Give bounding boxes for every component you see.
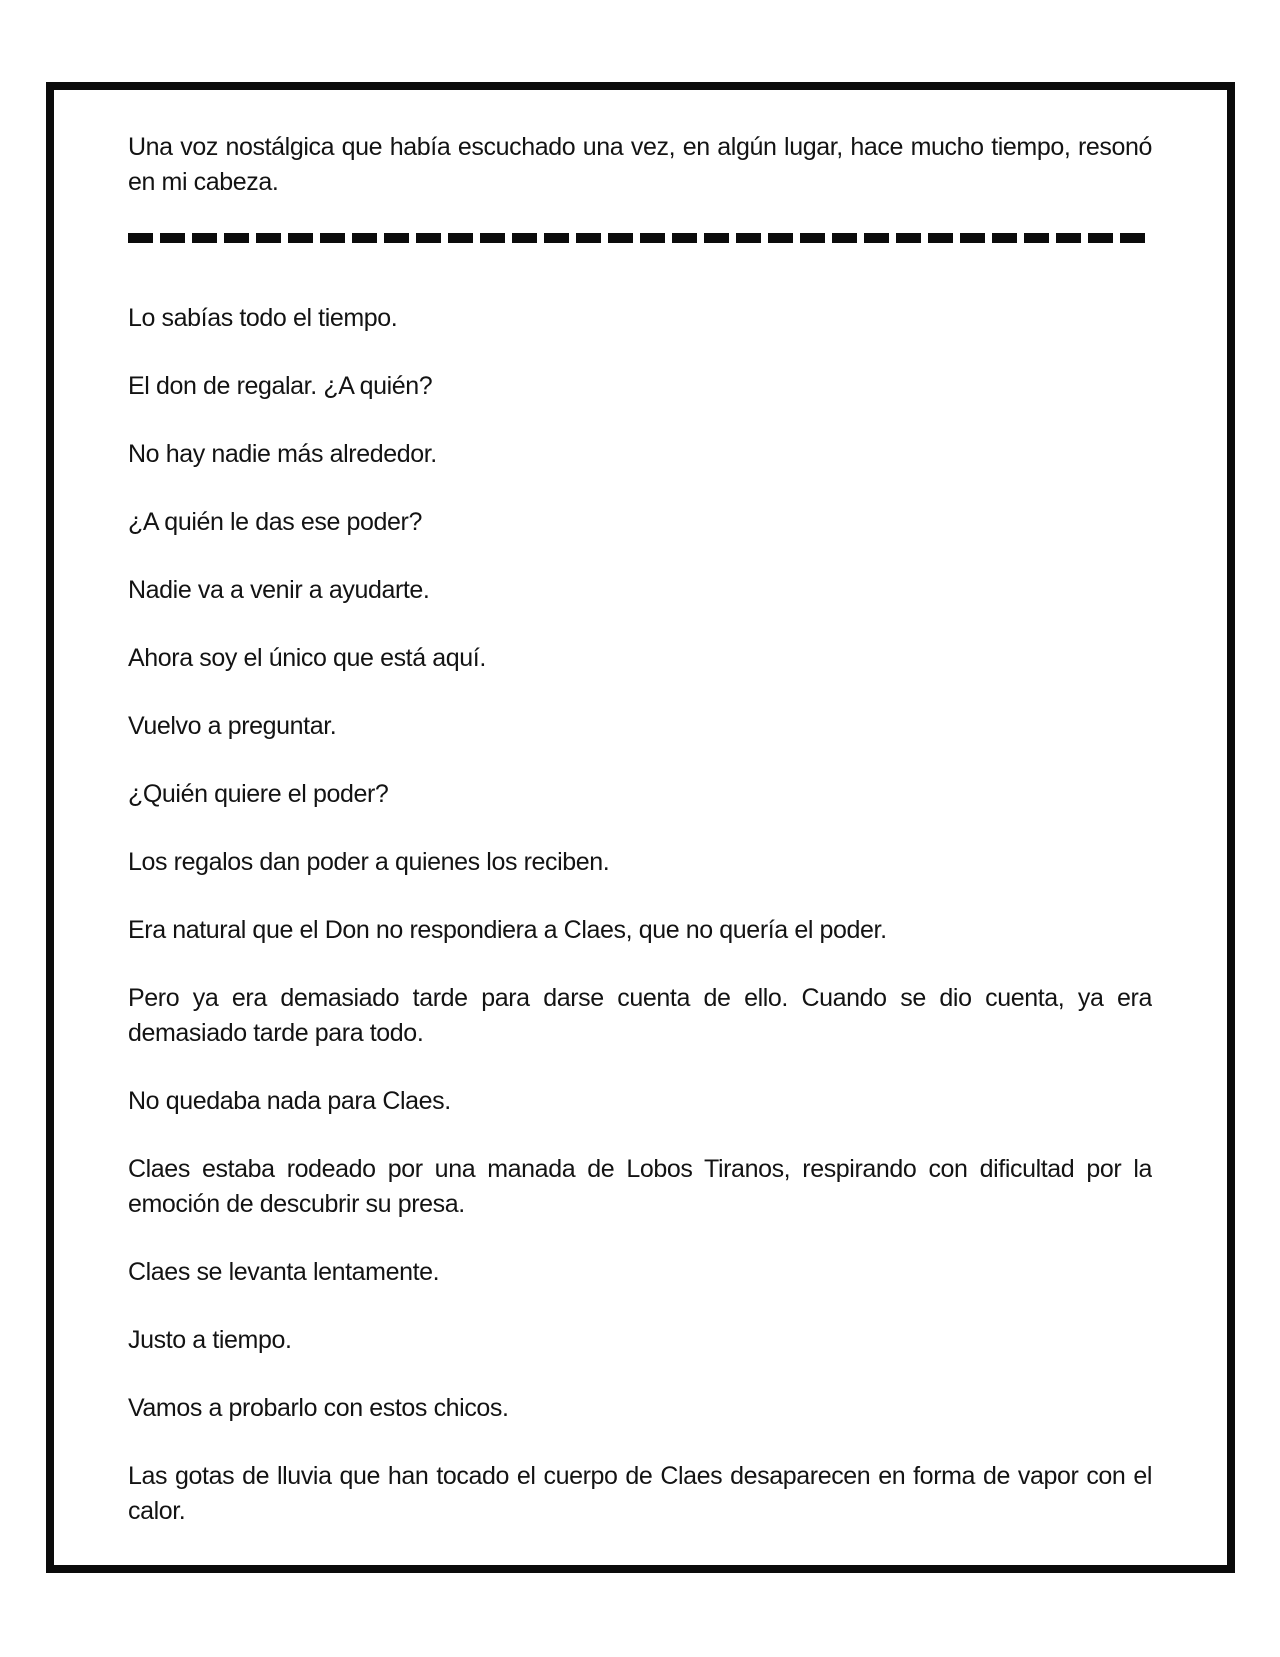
text-line: Vamos a probarlo con estos chicos. [128, 1394, 509, 1422]
paragraph [128, 913, 1152, 948]
paragraph [128, 981, 1152, 1051]
text-line: Vuelvo a preguntar. [128, 712, 337, 740]
paragraph [128, 573, 1152, 608]
paragraph [128, 1152, 1152, 1222]
text-line: Nadie va a venir a ayudarte. [128, 576, 430, 604]
paragraph [128, 1084, 1152, 1119]
paragraph [128, 641, 1152, 676]
text-line: calor. [128, 1497, 186, 1525]
text-line: Lo sabías todo el tiempo. [128, 304, 398, 332]
document-body [54, 90, 1227, 1565]
text-line: ¿A quién le das ese poder? [128, 508, 422, 536]
paragraph [128, 1255, 1152, 1290]
paragraph [128, 369, 1152, 404]
paragraph [128, 505, 1152, 540]
text-line: Una voz nostálgica que había escuchado una vez, en algún lugar, hace mucho tiempo, resonó [128, 133, 1152, 161]
text-line: Los regalos dan poder a quienes los reciben. [128, 848, 610, 876]
text-line: ¿Quién quiere el poder? [128, 780, 389, 808]
text-line: El don de regalar. ¿A quién? [128, 372, 433, 400]
text-line: No hay nadie más alrededor. [128, 440, 437, 468]
text-line: Claes estaba rodeado por una manada de Lobos Tiranos, respirando con dificultad por la [128, 1155, 1152, 1183]
paragraph [128, 1323, 1152, 1358]
paragraph [128, 1391, 1152, 1426]
page-border-frame [46, 82, 1235, 1573]
separator-dashed-line [128, 233, 1152, 243]
text-line: Era natural que el Don no respondiera a Claes, que no quería el poder. [128, 916, 887, 944]
paragraph [128, 845, 1152, 880]
paragraph [128, 130, 1152, 200]
text-line: Justo a tiempo. [128, 1326, 292, 1354]
paragraph [128, 1459, 1152, 1529]
paragraph [128, 301, 1152, 336]
paragraph [128, 777, 1152, 812]
text-line: No quedaba nada para Claes. [128, 1087, 451, 1115]
text-line: demasiado tarde para todo. [128, 1019, 424, 1047]
text-line: en mi cabeza. [128, 168, 279, 196]
text-line: Pero ya era demasiado tarde para darse cuenta de ello. Cuando se dio cuenta, ya era [128, 984, 1152, 1012]
paragraph [128, 709, 1152, 744]
text-line: emoción de descubrir su presa. [128, 1190, 465, 1218]
text-line: Las gotas de lluvia que han tocado el cuerpo de Claes desaparecen en forma de vapor con el [128, 1462, 1152, 1490]
text-line: Claes se levanta lentamente. [128, 1258, 440, 1286]
text-line: Ahora soy el único que está aquí. [128, 644, 486, 672]
paragraph [128, 437, 1152, 472]
